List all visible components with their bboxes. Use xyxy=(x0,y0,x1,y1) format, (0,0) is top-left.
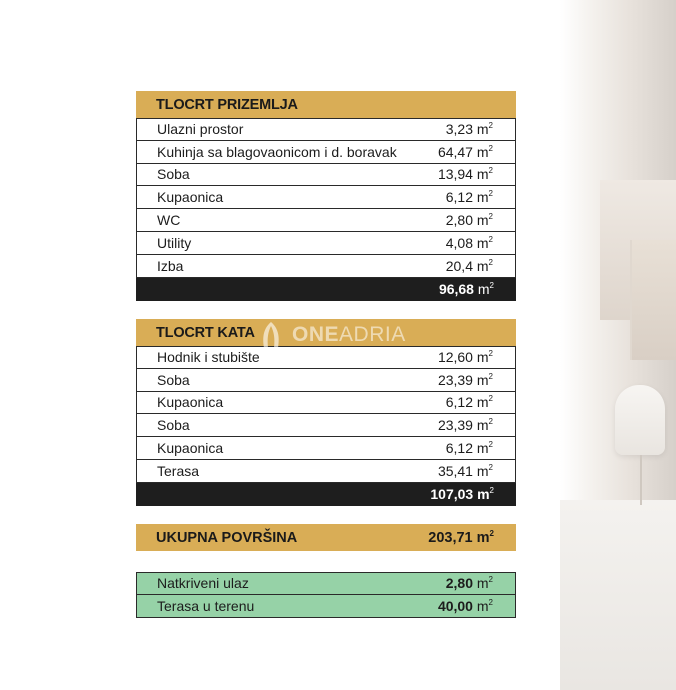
ground-floor-title: TLOCRT PRIZEMLJA xyxy=(136,91,516,118)
room-area: 64,47 $m^2$ xyxy=(437,143,493,160)
table-row xyxy=(136,118,516,141)
oneadria-watermark xyxy=(258,320,406,350)
table-row xyxy=(136,460,516,483)
background-interior-photo xyxy=(560,0,676,690)
background-floor xyxy=(560,500,676,690)
table-row xyxy=(136,392,516,415)
table-row xyxy=(136,141,516,164)
watermark-light: ADRIA xyxy=(339,323,406,346)
extra-areas-table xyxy=(136,572,516,618)
room-name: Kuhinja sa blagovaonicom i d. boravak xyxy=(157,143,397,160)
room-area: 2,80 $m^2$ xyxy=(445,575,493,592)
room-area: 20,4 $m^2$ xyxy=(445,257,493,274)
room-name: Soba xyxy=(157,166,190,183)
upper-floor-title: TLOCRT KATA xyxy=(136,319,516,346)
room-name: Ulazni prostor xyxy=(157,121,244,138)
ground-floor-total xyxy=(136,278,516,301)
table-row xyxy=(136,414,516,437)
table-row xyxy=(136,164,516,187)
total-area-value: 203,71 $m^2$ xyxy=(428,529,494,546)
total-value: 96,68 xyxy=(438,281,474,298)
background-door xyxy=(630,240,676,360)
table-row xyxy=(136,572,516,595)
watermark-bold: ONE xyxy=(292,323,340,346)
total-area-label: UKUPNA POVRŠINA xyxy=(156,529,298,546)
room-name: Kupaonica xyxy=(157,440,224,457)
total-value: 107,03 xyxy=(430,486,474,503)
table-row xyxy=(136,437,516,460)
table-row xyxy=(136,369,516,392)
table-row xyxy=(136,209,516,232)
total-unit: $m^2$ xyxy=(477,486,494,503)
room-name: WC xyxy=(157,212,181,229)
room-area: 40,00 $m^2$ xyxy=(437,597,493,614)
room-name: Terasa u terenu xyxy=(157,597,255,614)
room-area: 23,39 $m^2$ xyxy=(437,371,493,388)
room-area: 6,12 $m^2$ xyxy=(445,189,493,206)
table-row xyxy=(136,255,516,278)
total-area-row xyxy=(136,524,516,551)
room-name: Hodnik i stubište xyxy=(157,349,260,366)
room-name: Kupaonica xyxy=(157,189,224,206)
room-area: 12,60 $m^2$ xyxy=(437,349,493,366)
room-area: 6,12 $m^2$ xyxy=(445,440,493,457)
room-area: 3,23 $m^2$ xyxy=(445,121,493,138)
room-name: Soba xyxy=(157,417,190,434)
room-name: Izba xyxy=(157,257,184,274)
room-name: Terasa xyxy=(157,462,200,479)
background-chair-leg xyxy=(640,455,642,505)
room-name: Utility xyxy=(157,234,192,251)
room-area: 2,80 $m^2$ xyxy=(445,212,493,229)
table-row xyxy=(136,232,516,255)
ground-floor-table xyxy=(136,91,516,301)
extra-rows xyxy=(136,572,516,618)
room-area: 23,39 $m^2$ xyxy=(437,417,493,434)
room-area: 13,94 $m^2$ xyxy=(437,166,493,183)
room-area: 6,12 $m^2$ xyxy=(445,394,493,411)
table-row xyxy=(136,186,516,209)
ground-floor-rows xyxy=(136,118,516,278)
background-chair xyxy=(615,385,665,455)
upper-floor-total xyxy=(136,483,516,506)
upper-floor-rows xyxy=(136,346,516,483)
room-area: 4,08 $m^2$ xyxy=(445,234,493,251)
room-name: Natkriveni ulaz xyxy=(157,575,249,592)
oneadria-logo-icon xyxy=(258,320,284,350)
table-row xyxy=(136,595,516,618)
summary-table xyxy=(136,524,516,551)
room-name: Kupaonica xyxy=(157,394,224,411)
total-unit: $m^2$ xyxy=(477,281,494,298)
room-area: 35,41 $m^2$ xyxy=(437,462,493,479)
room-name: Soba xyxy=(157,371,190,388)
